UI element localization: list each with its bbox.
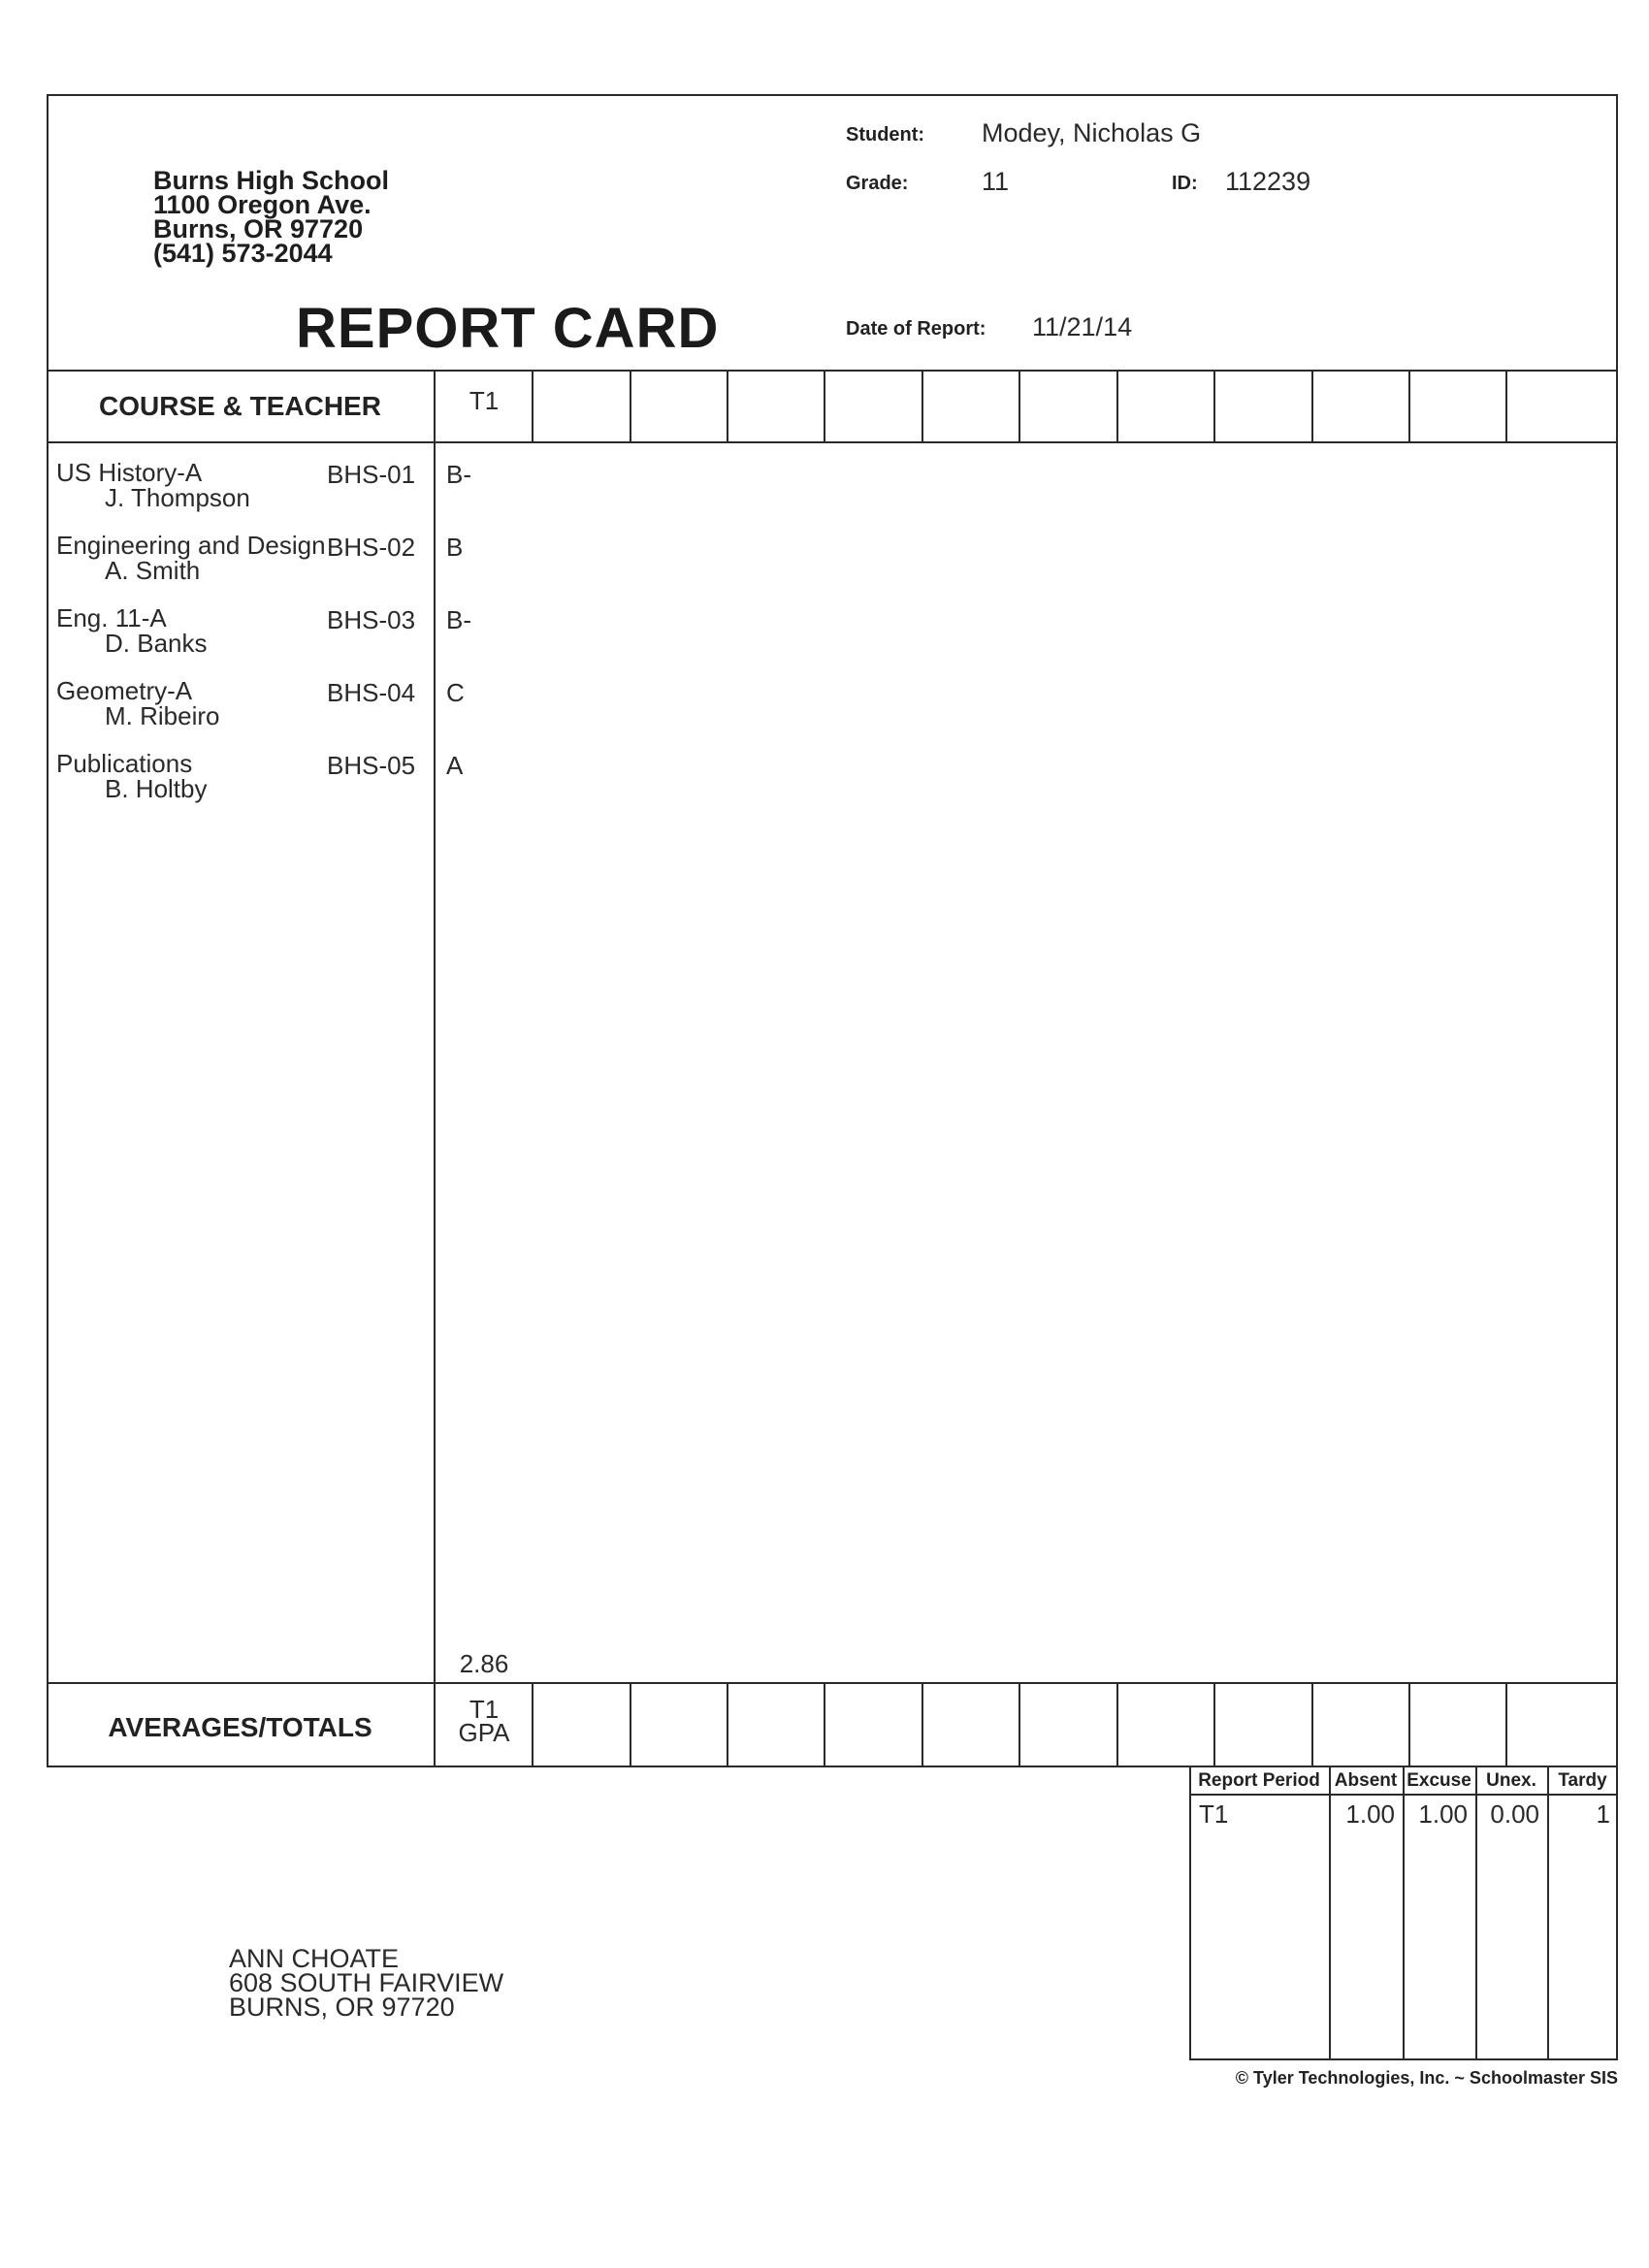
section-code: BHS-05 <box>327 751 416 780</box>
attendance-cell-period: T1 <box>1199 1799 1229 1829</box>
course-row <box>0 605 679 673</box>
copyright-footer: © Tyler Technologies, Inc. ~ Schoolmaster SIS <box>1235 2068 1618 2088</box>
section-code: BHS-03 <box>327 605 416 634</box>
attendance-header: Unex. <box>1486 1770 1536 1791</box>
section-code: BHS-02 <box>327 533 416 562</box>
period-column-line <box>1116 1682 1118 1767</box>
period-column-line <box>1213 370 1215 442</box>
period-column-line <box>1018 1682 1020 1767</box>
attendance-header: Excuse <box>1406 1770 1471 1791</box>
attendance-header: Absent <box>1334 1770 1398 1791</box>
period-column-line <box>630 370 631 442</box>
attendance-cell-unex: 0.00 <box>1490 1799 1539 1829</box>
period-column-line <box>1408 370 1410 442</box>
course-row <box>0 460 679 528</box>
teacher-name: M. Ribeiro <box>105 701 220 730</box>
course-name: Geometry-A <box>56 676 193 705</box>
date-value: 11/21/14 <box>1032 312 1133 341</box>
school-info <box>153 166 389 268</box>
course-name: Publications <box>56 749 193 778</box>
course-name: Eng. 11-A <box>56 603 167 632</box>
school-phone: (541) 573-2044 <box>153 239 333 268</box>
period-column-line <box>1408 1682 1410 1767</box>
course-teacher-header: COURSE & TEACHER <box>99 391 381 421</box>
attendance-cell-tardy: 1 <box>1596 1799 1610 1829</box>
teacher-name: A. Smith <box>105 556 201 585</box>
course-row <box>0 678 679 746</box>
grade-label: Grade: <box>846 173 909 194</box>
averages-period <box>436 1695 533 1747</box>
period-column-line <box>727 1682 728 1767</box>
grade-mark: A <box>446 751 464 780</box>
student-name: Modey, Nicholas G <box>982 118 1202 147</box>
period-column-line <box>630 1682 631 1767</box>
mailing-address <box>229 1944 504 2022</box>
section-code: BHS-04 <box>327 678 416 707</box>
report-card-frame <box>47 94 1618 1767</box>
period-column-line <box>1116 370 1118 442</box>
section-code: BHS-01 <box>327 460 416 489</box>
school-city: Burns, OR 97720 <box>153 214 364 243</box>
course-row <box>0 533 679 600</box>
teacher-name: B. Holtby <box>105 774 208 803</box>
course-name: US History-A <box>56 458 203 487</box>
period-header-t1: T1 <box>469 386 500 415</box>
mailing-city: BURNS, OR 97720 <box>229 1993 455 2022</box>
period-column-line <box>1311 1682 1313 1767</box>
course-name: Engineering and Design <box>56 531 326 560</box>
attendance-cell-excuse: 1.00 <box>1418 1799 1468 1829</box>
mailing-street: 608 SOUTH FAIRVIEW <box>229 1968 504 1997</box>
averages-totals-label: AVERAGES/TOTALS <box>108 1712 372 1742</box>
grade-mark: C <box>446 678 465 707</box>
divider-header-top <box>47 370 1618 372</box>
gpa-value: 2.86 <box>459 1649 509 1678</box>
averages-period-label: T1 <box>469 1695 500 1724</box>
grade-mark: B- <box>446 605 471 634</box>
school-name: Burns High School <box>153 166 389 195</box>
grade-mark: B <box>446 533 464 562</box>
period-column-line <box>1311 370 1313 442</box>
averages-metric-label: GPA <box>458 1718 510 1747</box>
attendance-cell-absent: 1.00 <box>1345 1799 1395 1829</box>
student-label: Student: <box>846 124 925 146</box>
course-row <box>0 751 679 819</box>
grade-mark: B- <box>446 460 471 489</box>
period-column-line <box>1505 1682 1507 1767</box>
id-value: 112239 <box>1225 167 1311 196</box>
mailing-name: ANN CHOATE <box>229 1944 400 1973</box>
period-column-line <box>1213 1682 1215 1767</box>
period-column-line <box>922 1682 923 1767</box>
attendance-header: Tardy <box>1558 1770 1607 1791</box>
school-street: 1100 Oregon Ave. <box>153 190 372 219</box>
divider-averages-top <box>47 1682 1618 1684</box>
teacher-name: J. Thompson <box>105 483 250 512</box>
grade-value: 11 <box>982 167 1010 196</box>
attendance-header: Report Period <box>1198 1770 1320 1791</box>
divider-header-bottom <box>47 441 1618 443</box>
period-column-line <box>824 370 825 442</box>
report-title: REPORT CARD <box>296 297 720 360</box>
period-column-line <box>727 370 728 442</box>
period-column-line <box>824 1682 825 1767</box>
period-column-line <box>1018 370 1020 442</box>
teacher-name: D. Banks <box>105 629 208 658</box>
period-column-line <box>922 370 923 442</box>
period-column-line <box>1505 370 1507 442</box>
id-label: ID: <box>1172 173 1198 194</box>
date-label: Date of Report: <box>846 318 986 340</box>
